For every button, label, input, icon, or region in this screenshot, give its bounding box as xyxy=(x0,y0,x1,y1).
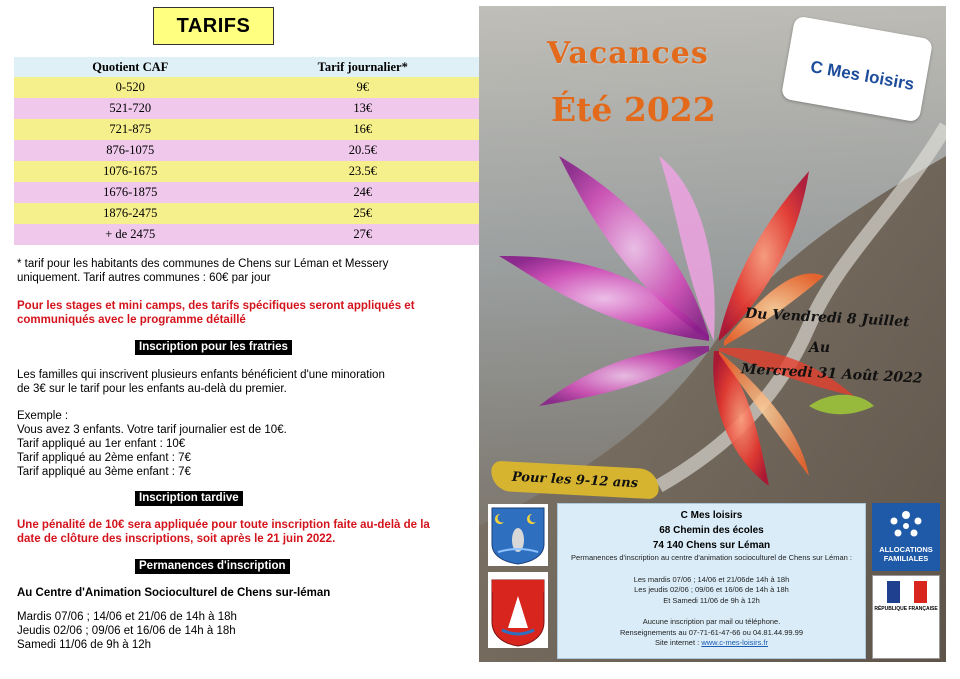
tarif-cell: 25€ xyxy=(247,203,480,224)
stages-notice xyxy=(17,299,415,327)
tarif-cell: 9€ xyxy=(247,77,480,98)
tarif-cell: 27€ xyxy=(247,224,480,245)
tarif-cell: 20.5€ xyxy=(247,140,480,161)
info-address2: 74 140 Chens sur Léman xyxy=(652,540,771,551)
info-perm-line: Les mardis 07/06 ; 14/06 et 21/06de 14h à 18h xyxy=(633,574,790,584)
fratries-line: Les familles qui inscrivent plusieurs enfants bénéficient d'une minoration xyxy=(17,369,385,381)
example-line: Tarif appliqué au 2ème enfant : 7€ xyxy=(17,452,191,464)
table-header-row xyxy=(14,57,479,77)
info-no-mail: Aucune inscription par mail ou téléphone. xyxy=(642,617,781,626)
info-perm-line: Les jeudis 02/06 ; 09/06 et 16/06 de 14h à 18h xyxy=(634,585,789,594)
rf-label: RÉPUBLIQUE FRANÇAISE xyxy=(874,606,938,612)
info-address1: 68 Chemin des écoles xyxy=(659,525,764,536)
info-name: C Mes loisirs xyxy=(680,510,743,521)
tardive-heading: Inscription tardive xyxy=(135,491,243,506)
fratries-heading: Inscription pour les fratries xyxy=(135,340,292,355)
tarif-cell: 24€ xyxy=(247,182,480,203)
quotient-cell: + de 2475 xyxy=(14,224,247,245)
stages-line: Pour les stages et mini camps, des tarifs spécifiques seront appliqués et xyxy=(17,300,415,312)
contact-info-box xyxy=(557,503,866,659)
table-row xyxy=(14,182,479,203)
poster xyxy=(479,6,946,662)
date-start: Du Vendredi 8 Juillet xyxy=(744,305,910,331)
chens-coat-of-arms-icon xyxy=(488,504,548,566)
quotient-cell: 876-1075 xyxy=(14,140,247,161)
example-title: Exemple : xyxy=(17,410,69,422)
stages-line: communiqués avec le programme détaillé xyxy=(17,314,246,326)
info-site xyxy=(558,638,865,649)
permanence-line: Mardis 07/06 ; 14/06 et 21/06 de 14h à 18h xyxy=(17,611,237,623)
age-banner: Pour les 9-12 ans xyxy=(490,461,659,500)
table-row xyxy=(14,98,479,119)
date-au: Au xyxy=(809,340,831,356)
info-perm-intro: Permanences d'inscription au centre d'animation socioculturel de Chens sur Léman : xyxy=(571,553,852,562)
quotient-cell: 0-520 xyxy=(14,77,247,98)
tardive-line: date de clôture des inscriptions, soit après le 21 juin 2022. xyxy=(17,533,336,545)
info-perm-line: Et Samedi 11/06 de 9h à 12h xyxy=(663,595,760,605)
quotient-cell: 1076-1675 xyxy=(14,161,247,182)
tarif-table xyxy=(14,57,479,245)
fratries-line: de 3€ sur le tarif pour les enfants au-delà du premier. xyxy=(17,383,287,395)
tardive-line: Une pénalité de 10€ sera appliquée pour toute inscription faite au-delà de la xyxy=(17,519,430,531)
permanence-line: Samedi 11/06 de 9h à 12h xyxy=(17,639,152,651)
table-row xyxy=(14,203,479,224)
logo-text: C Mes loisirs xyxy=(809,57,916,94)
messery-coat-of-arms-icon xyxy=(488,572,548,648)
caf-logo xyxy=(872,503,940,571)
site-link[interactable]: www.c-mes-loisirs.fr xyxy=(701,638,768,647)
footnote xyxy=(17,257,388,285)
caf-people-icon xyxy=(886,509,926,543)
example-line: Tarif appliqué au 3ème enfant : 7€ xyxy=(17,466,191,478)
example-block xyxy=(17,409,287,479)
tarifs-title: TARIFS xyxy=(153,7,274,45)
caf-label: ALLOCATIONS FAMILIALES xyxy=(879,545,933,563)
table-row xyxy=(14,119,479,140)
quotient-cell: 721-875 xyxy=(14,119,247,140)
table-row xyxy=(14,77,479,98)
date-end: Mercredi 31 Août 2022 xyxy=(740,361,923,387)
footnote-line: * tarif pour les habitants des communes de Chens sur Léman et Messery xyxy=(17,258,389,270)
tarif-cell: 23.5€ xyxy=(247,161,480,182)
info-site-label: Site internet : xyxy=(655,638,700,647)
fratries-text xyxy=(17,368,385,396)
poster-title-vacances: Vacances xyxy=(547,36,709,71)
table-row xyxy=(14,140,479,161)
permanences-heading: Permanences d'inscription xyxy=(135,559,290,574)
quotient-cell: 1676-1875 xyxy=(14,182,247,203)
tarif-cell: 16€ xyxy=(247,119,480,140)
tardive-notice xyxy=(17,518,430,546)
header-tarif: Tarif journalier* xyxy=(247,57,480,77)
tarif-cell: 13€ xyxy=(247,98,480,119)
info-renseignements: Renseignements au 07-71-61-47-66 ou 04.81.44.99.99 xyxy=(619,627,804,637)
example-line: Vous avez 3 enfants. Votre tarif journalier est de 10€. xyxy=(17,424,287,436)
quotient-cell: 1876-2475 xyxy=(14,203,247,224)
centre-name: Au Centre d'Animation Socioculturel de Chens sur-léman xyxy=(17,587,331,599)
poster-title-ete: Été 2022 xyxy=(551,90,716,129)
header-quotient: Quotient CAF xyxy=(14,57,247,77)
republique-francaise-logo xyxy=(872,575,940,659)
quotient-cell: 521-720 xyxy=(14,98,247,119)
footnote-line: uniquement. Tarif autres communes : 60€ par jour xyxy=(17,272,271,284)
table-row xyxy=(14,161,479,182)
permanence-line: Jeudis 02/06 ; 09/06 et 16/06 de 14h à 18h xyxy=(17,625,236,637)
table-row xyxy=(14,224,479,245)
marianne-flag-icon xyxy=(887,581,927,603)
permanences-list xyxy=(17,610,237,652)
example-line: Tarif appliqué au 1er enfant : 10€ xyxy=(17,438,186,450)
